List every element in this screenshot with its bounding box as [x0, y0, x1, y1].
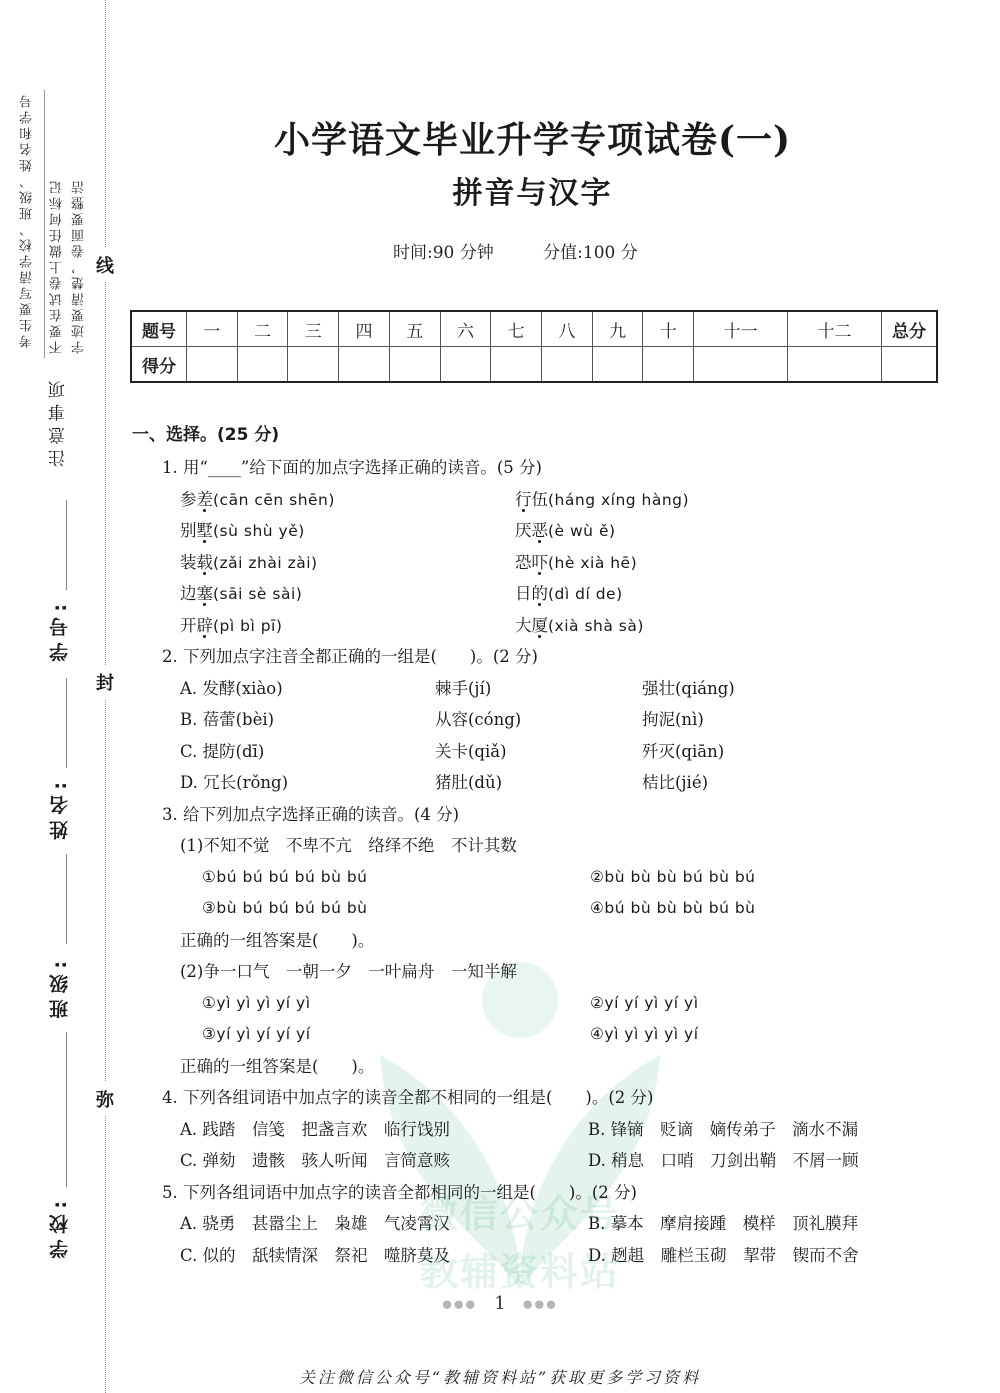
q1-word: 厌 — [515, 521, 532, 540]
q1-pinyin-options: (zǎi zhài zài) — [213, 553, 318, 572]
score-cell[interactable] — [389, 347, 440, 383]
score-cell[interactable] — [339, 347, 390, 383]
col-9: 九 — [592, 311, 643, 347]
q3-part1-options-row — [180, 862, 932, 894]
exam-content — [132, 420, 932, 1271]
question-4-prompt: 4. 下列各组词语中加点字的读音全都不相同的一组是( )。(2 分) — [162, 1088, 654, 1107]
score-cell[interactable] — [288, 347, 339, 383]
notice-line-2: 不要在试卷上做任何标记 — [50, 178, 65, 354]
footer-note: 关注微信公众号“教辅资料站”获取更多学习资料 — [298, 1368, 702, 1387]
q5-options-row — [180, 1240, 932, 1272]
q3-part1-answer[interactable]: 正确的一组答案是( )。 — [180, 930, 375, 950]
q2-item: 提防(dī) — [202, 741, 265, 761]
question-2-options — [132, 673, 932, 799]
q4-option-d[interactable]: D. 稍息 口哨 刀剑出鞘 不屑一顾 — [588, 1151, 859, 1170]
q3-part1-options-row — [180, 893, 932, 925]
question-3-body — [132, 830, 932, 1082]
q1-dotted-char: 吓 — [531, 552, 548, 572]
q1-pinyin-options: (è wù ě) — [548, 522, 616, 540]
q3-part2-option-1[interactable]: ①yì yì yì yí yì — [202, 993, 311, 1012]
name-label: 姓名: — [49, 776, 71, 840]
q1-pinyin-options: (sāi sè sài) — [213, 585, 303, 603]
q1-word: 恐 — [515, 552, 532, 572]
score-label: 得分 — [131, 347, 187, 383]
q2-item: 歼灭(qiān) — [642, 741, 725, 761]
q1-pinyin-options: (dì dí de) — [548, 585, 623, 603]
q3-part2-option-2[interactable]: ②yí yí yì yí yì — [590, 993, 699, 1012]
q5-options-row — [180, 1208, 932, 1240]
watermark-line-1: 微信公众号 — [419, 1192, 620, 1236]
score-cell[interactable] — [788, 347, 882, 383]
col-2: 二 — [237, 311, 288, 347]
q1-dotted-char: 恶 — [531, 521, 548, 540]
score-cell[interactable] — [237, 347, 288, 383]
q1-word: 参 — [180, 489, 197, 509]
q1-word: 大 — [515, 615, 532, 635]
notice-line-3: 字迹要清楚，卷面要整洁 — [72, 178, 87, 354]
q1-word: 日 — [515, 584, 532, 603]
q1-row — [180, 610, 932, 642]
q3-part2-option-3[interactable]: ③yí yì yí yí yí — [202, 1025, 311, 1043]
class-label: 班级: — [49, 955, 71, 1019]
q1-word: 伍 — [531, 489, 548, 509]
q3-part2-options-row — [180, 1019, 932, 1051]
q1-row — [180, 578, 932, 610]
school-label: 学校: — [49, 1195, 71, 1259]
score-cell[interactable] — [694, 347, 788, 383]
q2-item: 关卡(qiǎ) — [435, 741, 507, 761]
q4-option-c[interactable]: C. 弹劾 遗骸 骇人听闻 言简意赅 — [180, 1151, 451, 1170]
q3-part1-option-1[interactable]: ①bú bú bú bú bù bú — [202, 867, 368, 886]
section-1-title: 一、选择。(25 分) — [132, 425, 280, 445]
q1-pinyin-options: (háng xíng hàng) — [548, 490, 690, 509]
q2-item: 拘泥(nì) — [642, 710, 704, 729]
page-dots-left-icon: ●●● — [442, 1297, 478, 1311]
q1-dotted-char: 差 — [196, 489, 213, 509]
q2-item: 发酵(xiào) — [202, 678, 283, 698]
q2-item: 冗长(rǒng) — [203, 773, 289, 792]
q1-word: 开 — [180, 615, 197, 635]
q1-word: 别 — [180, 521, 197, 540]
q1-dotted-char: 厦 — [531, 615, 548, 635]
col-3: 三 — [288, 311, 339, 347]
option-label: C. — [180, 741, 198, 761]
score-table — [130, 310, 938, 383]
q1-pinyin-options: (pì bì pī) — [213, 616, 283, 635]
option-label: D. — [180, 773, 198, 792]
score-cell[interactable] — [542, 347, 593, 383]
q1-dotted-char: 行 — [515, 489, 532, 509]
q5-option-d[interactable]: D. 趔趄 雕栏玉砌 挈带 锲而不舍 — [588, 1245, 859, 1265]
question-1-items — [132, 484, 932, 642]
score-cell-total[interactable] — [882, 347, 938, 383]
question-1-prompt: 1. 用“____”给下面的加点字选择正确的读音。(5 分) — [162, 458, 542, 477]
q1-dotted-char: 的 — [531, 584, 548, 603]
q4-options-row — [180, 1114, 932, 1146]
q1-pinyin-options: (cān cēn shēn) — [213, 490, 335, 509]
field-rule — [66, 500, 67, 590]
seal-line-char: 线 — [96, 248, 114, 282]
page-dots-right-icon: ●●● — [522, 1297, 558, 1311]
question-5-prompt: 5. 下列各组词语中加点字的读音全都相同的一组是( )。(2 分) — [162, 1182, 637, 1202]
score-cell[interactable] — [643, 347, 694, 383]
name-field[interactable] — [66, 854, 67, 944]
question-4-options — [132, 1114, 932, 1177]
q5-option-b[interactable]: B. 摹本 摩肩接踵 模样 顶礼膜拜 — [588, 1214, 859, 1233]
notice-line-1: 考生要写清学校、班级、姓名和学号 — [20, 92, 35, 348]
q1-row — [180, 547, 932, 579]
student-id-field[interactable] — [66, 678, 67, 768]
q1-dotted-char: 辟 — [196, 615, 213, 635]
notice-title: 注意事项 — [49, 375, 69, 467]
q2-item: 蓓蕾(bèi) — [202, 710, 275, 729]
col-1: 一 — [187, 311, 238, 347]
q1-pinyin-options: (sù shù yě) — [213, 522, 305, 540]
q3-part1-words: (1)不知不觉 不卑不亢 络绎不绝 不计其数 — [180, 836, 517, 855]
score-cell[interactable] — [592, 347, 643, 383]
option-label: B. — [180, 710, 198, 729]
col-12: 十二 — [788, 311, 882, 347]
q2-option-a[interactable] — [180, 673, 932, 705]
q1-row — [180, 484, 932, 516]
q1-pinyin-options: (xià shà sà) — [548, 616, 644, 635]
q5-option-c[interactable]: C. 似的 舐犊情深 祭祀 噬脐莫及 — [180, 1245, 451, 1265]
q2-item: 桔比(jié) — [642, 773, 709, 792]
q3-part1-option-4[interactable]: ④bú bù bù bù bú bù — [590, 899, 756, 917]
exam-score-value: 分值:100 分 — [543, 243, 638, 263]
q5-option-a[interactable]: A. 骁勇 甚嚣尘上 枭雄 气凌霄汉 — [180, 1214, 450, 1233]
col-4: 四 — [339, 311, 390, 347]
q3-part2-option-4[interactable]: ④yì yì yì yì yí — [590, 1025, 699, 1043]
q1-word: 边 — [180, 584, 197, 603]
q3-part2-options-row — [180, 988, 932, 1020]
col-6: 六 — [440, 311, 491, 347]
q1-pinyin-options: (hè xià hē) — [548, 553, 638, 572]
col-total: 总分 — [882, 311, 938, 347]
q3-part2-answer[interactable]: 正确的一组答案是( )。 — [180, 1056, 375, 1076]
q1-word: 装 — [180, 552, 197, 572]
exam-title: 小学语文毕业升学专项试卷(一) — [273, 119, 792, 161]
q2-item: 猪肚(dǔ) — [435, 773, 503, 792]
page-number-value: 1 — [494, 1293, 506, 1314]
col-11: 十一 — [694, 311, 788, 347]
seal-seal-char: 封 — [96, 665, 114, 699]
col-7: 七 — [491, 311, 542, 347]
q3-part1-option-3[interactable]: ③bù bú bú bú bú bù — [202, 899, 368, 917]
exam-time: 时间:90 分钟 — [393, 243, 494, 263]
q3-part2-words: (2)争一口气 一朝一夕 一叶扁舟 一知半解 — [180, 962, 517, 981]
score-cell[interactable] — [491, 347, 542, 383]
q2-item: 从容(cóng) — [435, 710, 522, 729]
page-number — [0, 1293, 1000, 1314]
q2-item: 强壮(qiáng) — [642, 678, 735, 698]
q3-part1-option-2[interactable]: ②bù bù bù bú bù bú — [590, 867, 756, 886]
exam-subtitle: 拼音与汉字 — [452, 176, 613, 211]
question-3-prompt: 3. 给下列加点字选择正确的读音。(4 分) — [162, 804, 460, 824]
watermark-line-2: 教辅资料站 — [419, 1250, 620, 1294]
q1-dotted-char: 载 — [196, 552, 213, 572]
q1-dotted-char: 塞 — [196, 584, 213, 603]
score-cell[interactable] — [440, 347, 491, 383]
score-table-header-row — [131, 311, 937, 347]
q2-item: 棘手(jí) — [435, 678, 492, 698]
q1-dotted-char: 墅 — [196, 521, 213, 540]
seal-mi-char: 弥 — [96, 1082, 114, 1116]
q4-option-b[interactable]: B. 锋镝 贬谪 嫡传弟子 滴水不漏 — [588, 1119, 859, 1139]
score-table-score-row — [131, 347, 937, 383]
option-label: A. — [180, 678, 198, 698]
q2-option-d[interactable] — [180, 767, 932, 799]
q2-option-c[interactable] — [180, 736, 932, 768]
col-10: 十 — [643, 311, 694, 347]
question-5-options — [132, 1208, 932, 1271]
col-5: 五 — [389, 311, 440, 347]
question-number-label: 题号 — [131, 311, 187, 347]
score-cell[interactable] — [187, 347, 238, 383]
q4-option-a[interactable]: A. 践踏 信笺 把盏言欢 临行饯别 — [180, 1119, 450, 1139]
question-2-prompt: 2. 下列加点字注音全都正确的一组是( )。(2 分) — [162, 647, 538, 666]
student-id-label: 学号: — [49, 598, 71, 662]
col-8: 八 — [542, 311, 593, 347]
exam-meta — [393, 238, 682, 263]
q1-row — [180, 515, 932, 547]
q4-options-row — [180, 1145, 932, 1177]
q2-option-b[interactable] — [180, 704, 932, 736]
class-field[interactable] — [66, 1032, 67, 1187]
